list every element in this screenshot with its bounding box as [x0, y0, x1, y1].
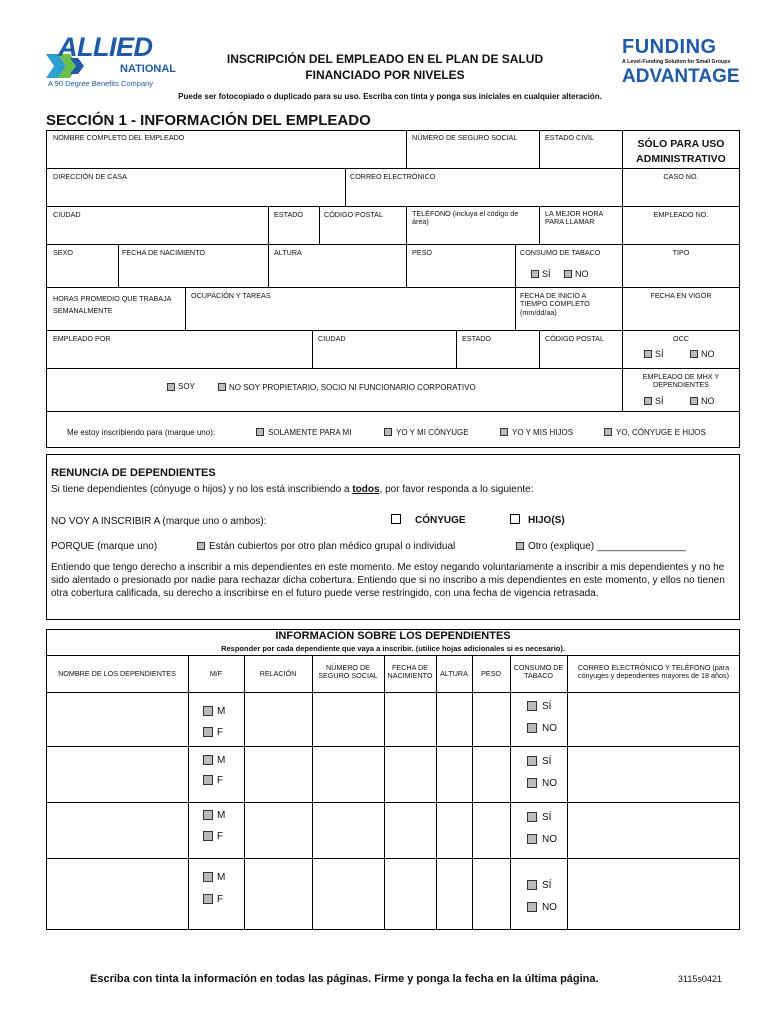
occ-no-checkbox[interactable]	[690, 350, 698, 358]
dep1-m-checkbox[interactable]	[203, 706, 213, 716]
tobacco-yes-label: SÍ	[542, 269, 551, 279]
label-employer-state: ESTADO	[462, 334, 492, 343]
label-weight: PESO	[412, 248, 432, 257]
label-sex: SEXO	[53, 248, 73, 257]
funding-word: FUNDING	[622, 36, 717, 58]
dep3-tobacco-yes-checkbox[interactable]	[527, 812, 537, 822]
dep2-f-label: F	[217, 775, 224, 786]
label-employer-city: CIUDAD	[318, 334, 346, 343]
label-employee-no: EMPLEADO NO.	[653, 210, 709, 219]
waive-spouse-label: CÓNYUGE	[415, 515, 466, 526]
label-type: TIPO	[672, 248, 690, 257]
label-employer-zip: CÓDIGO POSTAL	[545, 334, 604, 343]
form-subtitle: Puede ser fotocopiado o duplicado para su uso. Escriba con tinta y ponga sus iniciales en cualquier alteración.	[178, 92, 602, 101]
dep3-f-label: F	[217, 831, 224, 842]
dep2-tobacco-yes-checkbox[interactable]	[527, 756, 537, 766]
label-employed-by: EMPLEADO POR	[53, 334, 111, 343]
admin-use-only-title: SÓLO PARA USO ADMINISTRATIVO	[636, 138, 726, 165]
form-title-line1: INSCRIPCIÓN DEL EMPLEADO EN EL PLAN DE SALUD	[226, 52, 544, 66]
tobacco-yes-checkbox[interactable]	[531, 270, 539, 278]
dep2-m-checkbox[interactable]	[203, 755, 213, 765]
label-occupation: OCUPACIÓN Y TAREAS	[191, 291, 271, 300]
dep2-tobacco-yes-label: SÍ	[542, 756, 552, 767]
reason-group-label: Están cubiertos por otro plan médico grupal o individual	[209, 541, 456, 552]
mhx-no-label: NO	[701, 396, 715, 406]
dep1-tobacco-yes-label: SÍ	[542, 701, 552, 712]
enroll-only-me-checkbox[interactable]	[256, 428, 264, 436]
dep4-m-label: M	[217, 872, 226, 883]
col-dependent-name: NOMBRE DE LOS DEPENDIENTES	[58, 669, 176, 678]
occ-yes-label: SÍ	[655, 349, 664, 359]
enroll-family-checkbox[interactable]	[604, 428, 612, 436]
dep4-m-checkbox[interactable]	[203, 872, 213, 882]
owner-no-soy-label: NO SOY PROPIETARIO, SOCIO NI FUNCIONARIO CORPORATIVO	[229, 383, 476, 392]
label-mhx-employee: EMPLEADO DE MHX Y DEPENDIENTES	[642, 372, 720, 390]
waiver-paragraph: Entiendo que tengo derecho a inscribir a mis dependientes en este momento. Me estoy negando voluntariamente a inscribir a mis dependientes y no he sido alentado o presionado por nadie para rechazar dicha cobertura. Entiendo que si no inscribo a mis dependientes en este momento, y ellos no tienen otra cobertura calificada, su derecho a inscribirse en el futuro puede verse restringido, con una fecha de vigencia retrasada.	[51, 562, 725, 599]
occ-no-label: NO	[701, 349, 715, 359]
label-effective-date: FECHA EN VIGOR	[650, 291, 712, 300]
label-ssn: NÚMERO DE SEGURO SOCIAL	[412, 133, 518, 142]
dep3-m-checkbox[interactable]	[203, 810, 213, 820]
allied-national-logo	[44, 32, 184, 92]
dep1-tobacco-no-checkbox[interactable]	[527, 723, 537, 733]
label-case-no: CASO NO.	[663, 172, 699, 181]
waiver-intro-bold: todos	[352, 484, 380, 495]
waiver-title: RENUNCIA DE DEPENDIENTES	[51, 467, 216, 479]
col-ssn: NÚMERO DE SEGURO SOCIAL	[318, 663, 378, 681]
funding-tagline: A Level-Funding Solution for Small Groups	[622, 59, 731, 65]
not-enroll-label: NO VOY A INSCRIBIR A (marque uno o ambos):	[51, 516, 267, 527]
dep1-f-label: F	[217, 727, 224, 738]
label-height: ALTURA	[274, 248, 302, 257]
waiver-intro	[51, 484, 534, 495]
dep1-tobacco-yes-checkbox[interactable]	[527, 701, 537, 711]
tobacco-no-checkbox[interactable]	[564, 270, 572, 278]
dep1-f-checkbox[interactable]	[203, 727, 213, 737]
dep3-m-label: M	[217, 810, 226, 821]
label-marital-status: ESTADO CIVIL	[545, 133, 594, 142]
label-dob: FECHA DE NACIMIENTO	[122, 248, 205, 257]
col-height: ALTURA	[440, 669, 468, 678]
mhx-yes-label: SÍ	[655, 396, 664, 406]
dep3-f-checkbox[interactable]	[203, 831, 213, 841]
waiver-intro-pre: Si tiene dependientes (cónyuge o hijos) y no los está inscribiendo a	[51, 484, 353, 495]
enroll-spouse-checkbox[interactable]	[384, 428, 392, 436]
waiver-intro-post: , por favor responda a lo siguiente:	[379, 484, 534, 495]
enroll-children-checkbox[interactable]	[500, 428, 508, 436]
dep3-tobacco-no-checkbox[interactable]	[527, 834, 537, 844]
occ-yes-checkbox[interactable]	[644, 350, 652, 358]
label-zip: CÓDIGO POSTAL	[324, 210, 383, 219]
because-label: PORQUE (marque uno)	[51, 541, 158, 552]
dep3-tobacco-yes-label: SÍ	[542, 812, 552, 823]
label-phone: TELÉFONO (incluya el código de área)	[412, 209, 519, 227]
label-fulltime-start: FECHA DE INICIO A TIEMPO COMPLETO (mm/dd/aa)	[520, 291, 590, 317]
allied-name: ALLIED	[58, 32, 153, 62]
label-state: ESTADO	[274, 210, 304, 219]
dep4-tobacco-yes-checkbox[interactable]	[527, 880, 537, 890]
label-full-name: NOMBRE COMPLETO DEL EMPLEADO	[53, 133, 185, 142]
col-email-phone: CORREO ELECTRÓNICO Y TELÉFONO (para cónyuges y dependientes mayores de 18 años)	[577, 663, 730, 681]
dep4-tobacco-yes-label: SÍ	[542, 880, 552, 891]
dep2-tobacco-no-checkbox[interactable]	[527, 778, 537, 788]
dependents-subtitle: Responder por cada dependiente que vaya a inscribir. (utilice hojas adicionales si es necesario).	[221, 644, 565, 653]
dep1-m-label: M	[217, 706, 226, 717]
reason-group-checkbox[interactable]	[197, 542, 205, 550]
label-home-address: DIRECCIÓN DE CASA	[53, 172, 127, 181]
advantage-word: ADVANTAGE	[622, 66, 740, 87]
reason-other-label: Otro (explique) ________________	[528, 541, 686, 552]
enroll-spouse-label: YO Y MI CÓNYUGE	[396, 428, 469, 437]
form-title-line2: FINANCIADO POR NIVELES	[305, 68, 465, 82]
footer-instruction: Escriba con tinta la información en todas las páginas. Firme y ponga la fecha en la última página.	[90, 973, 599, 985]
label-occ: OCC	[673, 334, 689, 343]
enroll-family-label: YO, CÓNYUGE E HIJOS	[616, 428, 706, 437]
dep2-m-label: M	[217, 755, 226, 766]
dep1-tobacco-no-label: NO	[542, 723, 557, 734]
label-avg-hours: HORAS PROMEDIO QUE TRABAJA SEMANALMENTE	[53, 294, 172, 316]
owner-soy-checkbox[interactable]	[167, 383, 175, 391]
col-tobacco: CONSUMO DE TABACO	[513, 663, 564, 681]
col-sex: M/F	[209, 669, 223, 678]
label-city: CIUDAD	[53, 210, 81, 219]
mhx-no-checkbox[interactable]	[690, 397, 698, 405]
dep3-tobacco-no-label: NO	[542, 834, 557, 845]
col-weight: PESO	[481, 669, 501, 678]
dep4-tobacco-no-checkbox[interactable]	[527, 902, 537, 912]
allied-sub: NATIONAL	[120, 63, 177, 75]
enroll-only-me-label: SOLAMENTE PARA MI	[268, 428, 352, 437]
tobacco-no-label: NO	[575, 269, 589, 279]
dep2-f-checkbox[interactable]	[203, 775, 213, 785]
allied-tagline: A 90 Degree Benefits Company	[48, 79, 154, 88]
section1-title: SECCIÓN 1 - INFORMACIÓN DEL EMPLEADO	[46, 112, 371, 129]
waive-children-label: HIJO(S)	[528, 515, 565, 526]
reason-other-checkbox[interactable]	[516, 542, 524, 550]
mhx-yes-checkbox[interactable]	[644, 397, 652, 405]
dep4-f-checkbox[interactable]	[203, 894, 213, 904]
form-code: 3115s0421	[678, 974, 722, 984]
waive-spouse-checkbox[interactable]	[391, 514, 401, 524]
dep4-tobacco-no-label: NO	[542, 902, 557, 913]
waive-children-checkbox[interactable]	[510, 514, 520, 524]
dependents-title: INFORMACIÓN SOBRE LOS DEPENDIENTES	[275, 630, 511, 642]
col-relation: RELACIÓN	[259, 669, 297, 678]
dep2-tobacco-no-label: NO	[542, 778, 557, 789]
owner-no-soy-checkbox[interactable]	[218, 383, 226, 391]
enroll-children-label: YO Y MIS HIJOS	[512, 428, 574, 437]
enrolling-for-label: Me estoy inscribiendo para (marque uno):	[67, 428, 216, 437]
col-dob: FECHA DE NACIMIENTO	[387, 663, 433, 681]
dep4-f-label: F	[217, 894, 224, 905]
label-best-time: LA MEJOR HORA PARA LLAMAR	[545, 209, 603, 227]
funding-advantage-logo	[622, 36, 740, 88]
label-tobacco: CONSUMO DE TABACO	[520, 248, 601, 257]
label-email: CORREO ELECTRÓNICO	[350, 172, 436, 181]
owner-soy-label: SOY	[178, 382, 195, 391]
